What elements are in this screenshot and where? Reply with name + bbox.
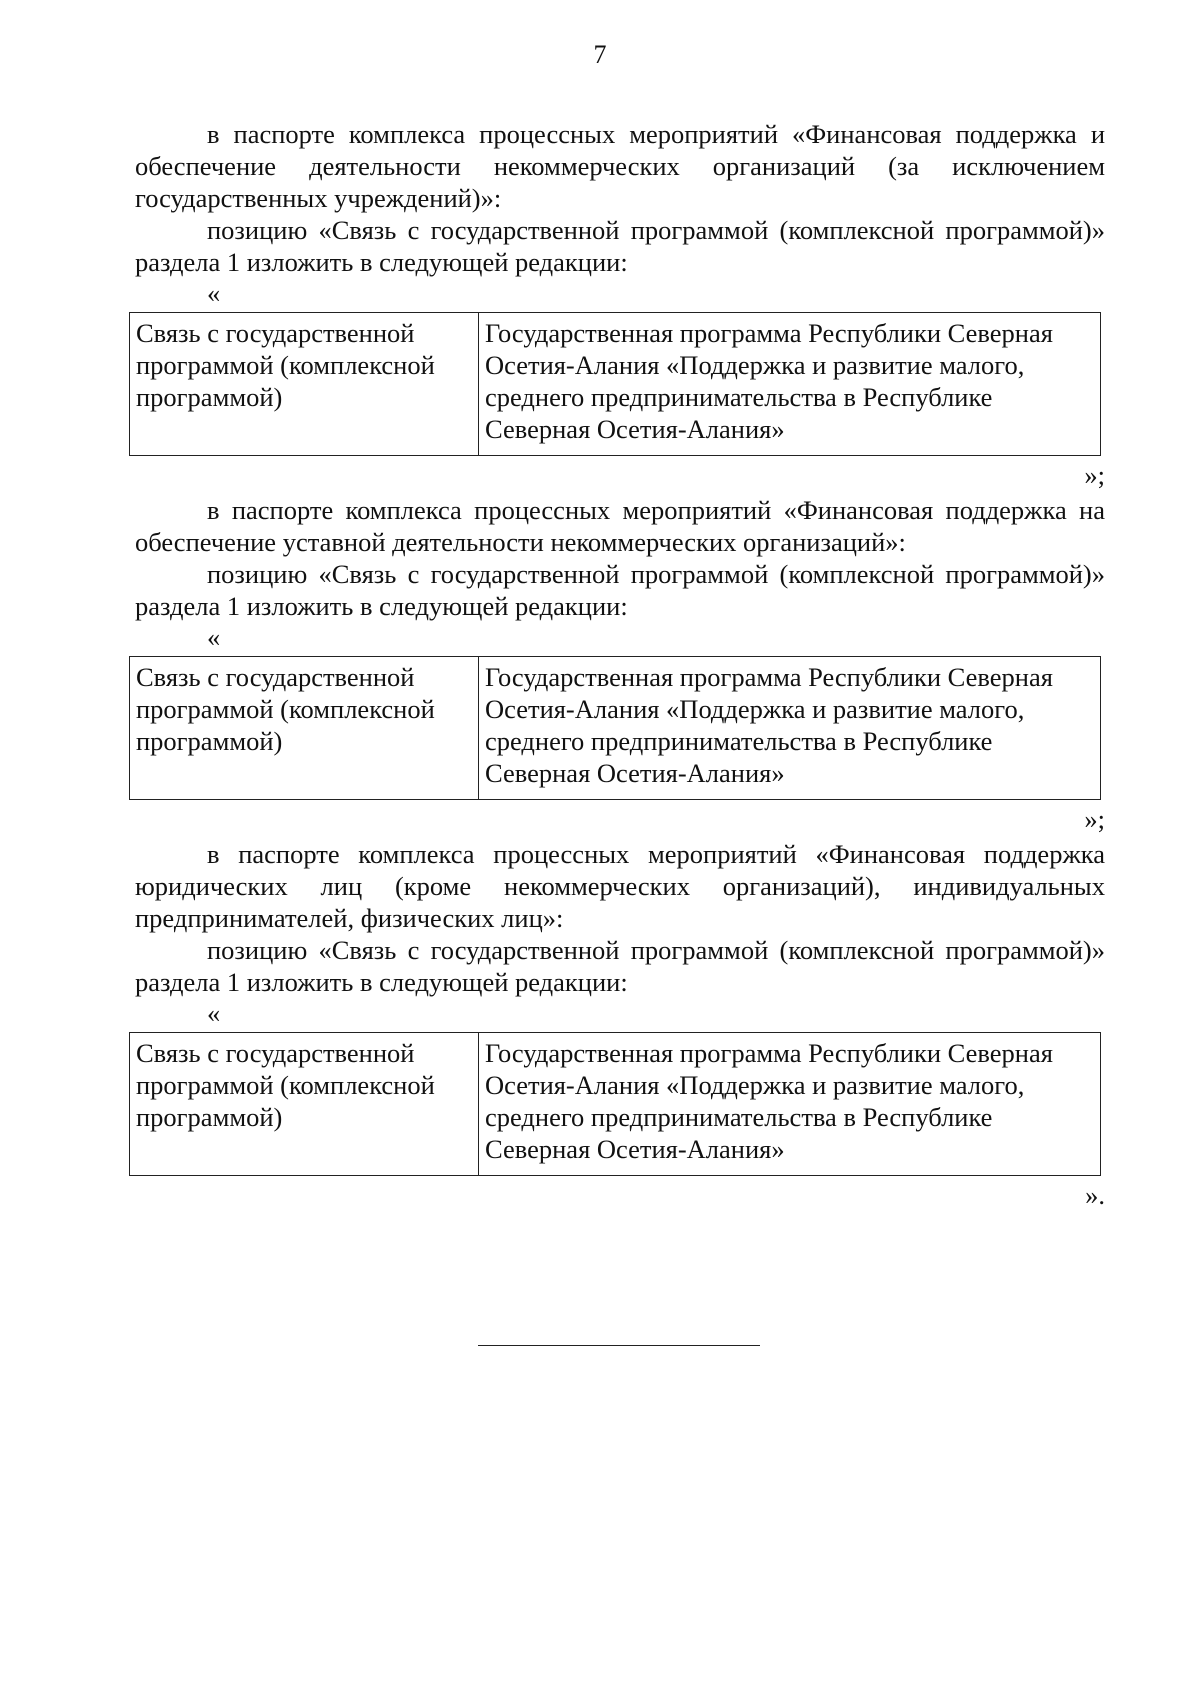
table-row [130, 657, 1101, 800]
closing-quote: ». [1085, 1180, 1105, 1210]
amendment-table [129, 656, 1101, 800]
amendment-table [129, 312, 1101, 456]
amendment-section [135, 838, 1105, 1214]
opening-quote: « [207, 998, 221, 1028]
closing-quote: »; [1084, 804, 1105, 834]
table-cell-value: Государственная программа Республики Северная Осетия-Алания «Поддержка и развитие малого, среднего предпринимательства в Республике Северная Осетия-Алания» [479, 313, 1101, 456]
closing-quote: »; [1084, 460, 1105, 490]
amendment-section [135, 118, 1105, 494]
table-row [130, 1033, 1101, 1176]
opening-quote: « [207, 278, 221, 308]
amendment-instruction: позицию «Связь с государственной программой (комплексной программой)» раздела 1 изложить в следующей редакции: [135, 559, 1105, 621]
table-cell-label: Связь с государственной программой (комплексной программой) [130, 657, 479, 800]
amendment-intro: в паспорте комплекса процессных мероприятий «Финансовая поддержка юридических лиц (кроме некоммерческих организаций), индивидуальных предпринимателей, физических лиц»: [135, 839, 1105, 933]
table-cell-value: Государственная программа Республики Северная Осетия-Алания «Поддержка и развитие малого, среднего предпринимательства в Республике Северная Осетия-Алания» [479, 1033, 1101, 1176]
amendment-instruction: позицию «Связь с государственной программой (комплексной программой)» раздела 1 изложить в следующей редакции: [135, 215, 1105, 277]
end-separator-line [478, 1345, 760, 1346]
amendment-section [135, 494, 1105, 838]
amendment-intro: в паспорте комплекса процессных мероприятий «Финансовая поддержка на обеспечение уставной деятельности некоммерческих организаций»: [135, 495, 1105, 557]
document-body [135, 118, 1105, 1214]
table-cell-value: Государственная программа Республики Северная Осетия-Алания «Поддержка и развитие малого, среднего предпринимательства в Республике Северная Осетия-Алания» [479, 657, 1101, 800]
amendment-table [129, 1032, 1101, 1176]
table-cell-label: Связь с государственной программой (комплексной программой) [130, 313, 479, 456]
amendment-intro: в паспорте комплекса процессных мероприятий «Финансовая поддержка и обеспечение деятельности некоммерческих организаций (за исключением государственных учреждений)»: [135, 119, 1105, 213]
table-row [130, 313, 1101, 456]
amendment-instruction: позицию «Связь с государственной программой (комплексной программой)» раздела 1 изложить в следующей редакции: [135, 935, 1105, 997]
table-cell-label: Связь с государственной программой (комплексной программой) [130, 1033, 479, 1176]
page-number: 7 [593, 40, 607, 69]
opening-quote: « [207, 622, 221, 652]
